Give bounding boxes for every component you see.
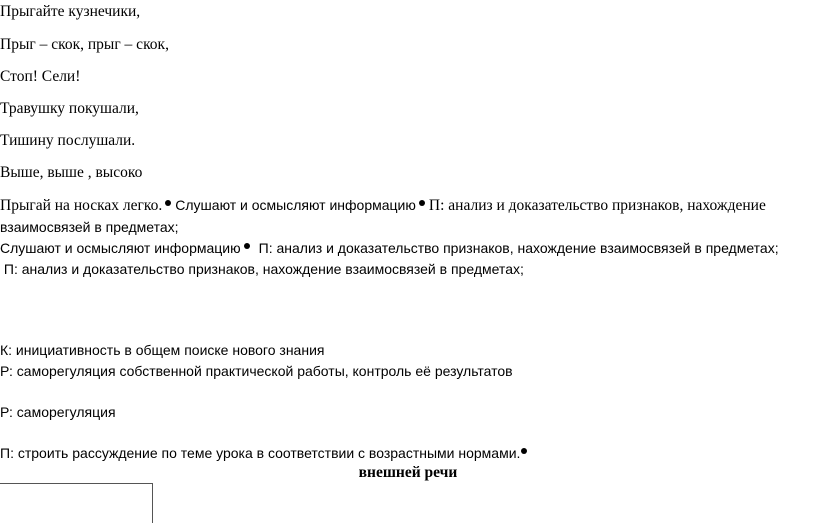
paragraph-2 <box>0 239 779 257</box>
poem-line: Тишину послушали. <box>0 132 136 149</box>
uud-regulative-work: Р: саморегуляция собственной практической работы, контроль её результатов <box>0 363 513 379</box>
poem-line: Прыгайте кузнечики, <box>0 3 141 20</box>
listen-text: Слушают и осмысляют информацию <box>0 240 241 256</box>
paragraph-3: П: анализ и доказательство признаков, нахождение взаимосвязей в предметах; <box>0 261 524 277</box>
uud-regulative: Р: саморегуляция <box>0 404 116 420</box>
poem-line: Прыг – скок, прыг – скок, <box>0 36 169 53</box>
external-speech-heading: внешней речи <box>358 464 458 481</box>
paragraph-1-continuation: взаимосвязей в предметах; <box>0 219 179 235</box>
listen-text: Слушают и осмысляют информацию <box>175 197 416 213</box>
analysis-text: П: анализ и доказательство признаков, нахождение <box>428 197 766 214</box>
reasoning-text: П: строить рассуждение по теме урока в соответствии с возрастными нормами. <box>0 445 521 461</box>
analysis-text: П: анализ и доказательство признаков, нахождение взаимосвязей в предметах; <box>258 240 779 256</box>
uud-communicative: К: инициативность в общем поиске нового знания <box>0 342 325 358</box>
bullet-icon <box>419 200 425 206</box>
poem-last-line: Прыгай на носках легко. <box>0 197 163 214</box>
paragraph-1 <box>0 196 766 215</box>
table-cell-border <box>0 483 153 523</box>
poem-line: Выше, выше , высоко <box>0 164 143 181</box>
poem-line: Стоп! Сели! <box>0 68 81 85</box>
poem-line: Травушку покушали, <box>0 100 139 117</box>
uud-cognitive <box>0 444 531 462</box>
bullet-icon <box>521 448 527 454</box>
bullet-icon <box>244 243 250 249</box>
bullet-icon <box>165 200 171 206</box>
